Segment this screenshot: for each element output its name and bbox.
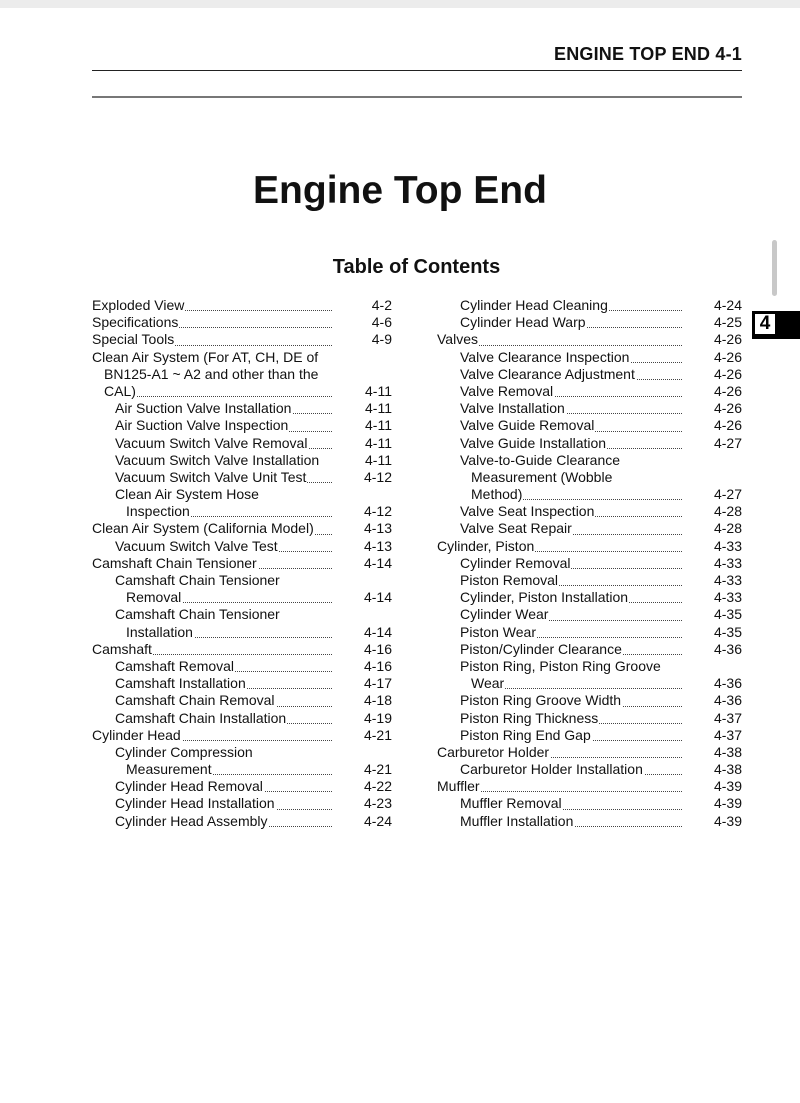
- toc-entry-title: Muffler: [437, 778, 480, 795]
- toc-entry-page: 4-33: [713, 589, 742, 606]
- toc-entry[interactable]: [92, 400, 392, 417]
- toc-entry[interactable]: [92, 744, 392, 761]
- toc-entry[interactable]: [437, 417, 742, 434]
- toc-entry-page: 4-36: [713, 692, 742, 709]
- toc-column-right: [437, 297, 742, 830]
- toc-entry-page: 4-26: [713, 365, 742, 382]
- toc-entry[interactable]: [92, 641, 392, 658]
- toc-entry-page: 4-28: [713, 503, 742, 520]
- toc-entry-page: 4-37: [713, 709, 742, 726]
- toc-entry-title: Carburetor Holder Installation: [460, 761, 643, 778]
- toc-entry-title: Air Suction Valve Installation: [115, 400, 292, 417]
- toc-entry[interactable]: [437, 452, 742, 469]
- toc-entry-page: 4-11: [365, 400, 392, 417]
- toc-entry[interactable]: [437, 778, 742, 795]
- toc-entry-page: 4-12: [363, 503, 392, 520]
- toc-entry-title: Piston/Cylinder Clearance: [460, 640, 622, 657]
- toc-entry-page: 4-35: [713, 606, 742, 623]
- toc-entry-title: BN125-A1 ~ A2 and other than the: [104, 365, 319, 382]
- toc-entry[interactable]: [92, 692, 392, 709]
- toc-entry-page: 4-11: [365, 434, 392, 451]
- header-rule: [92, 70, 742, 71]
- toc-entry-title: Cylinder, Piston Installation: [460, 589, 629, 606]
- toc-entry-page: 4-27: [713, 486, 742, 503]
- toc-entry-title: Muffler Installation: [460, 812, 574, 829]
- toc-entry-page: 4-36: [713, 675, 742, 692]
- toc-entry-page: 4-26: [713, 331, 742, 348]
- toc-entry-title: Cylinder Wear: [460, 606, 549, 623]
- toc-entry-page: 4-18: [363, 692, 392, 709]
- toc-entry-page: 4-39: [713, 812, 742, 829]
- toc-entry[interactable]: [437, 503, 742, 520]
- toc-entry-page: 4-33: [713, 572, 742, 588]
- toc-entry-title: Cylinder Head Cleaning: [460, 297, 608, 313]
- toc-entry-title: Valve Seat Inspection: [460, 503, 595, 520]
- toc-entry-title: Valve Guide Removal: [460, 417, 595, 434]
- toc-entry[interactable]: [437, 795, 742, 812]
- toc-entry-page: 4-22: [363, 778, 392, 795]
- toc-entry-title: Clean Air System Hose: [115, 486, 259, 503]
- toc-entry-page: 4-12: [363, 468, 392, 485]
- toc-entry-page: 4-35: [713, 623, 742, 640]
- toc-entry[interactable]: [437, 349, 742, 366]
- toc-entry-page: 4-6: [371, 314, 392, 331]
- toc-entry-title: Cylinder Head Removal: [115, 778, 263, 795]
- toc-entry[interactable]: [92, 520, 392, 537]
- toc-entry-title: Removal: [126, 589, 182, 606]
- toc-entry[interactable]: [437, 400, 742, 417]
- toc-entry-title: Measurement (Wobble: [471, 468, 613, 485]
- toc-entry-title: Camshaft Chain Tensioner: [115, 572, 280, 588]
- toc-entry-title: Valve Clearance Adjustment: [460, 365, 635, 382]
- toc-entry[interactable]: [437, 710, 742, 727]
- toc-entry-title: Cylinder, Piston: [437, 537, 535, 554]
- toc-entry[interactable]: [92, 435, 392, 452]
- toc-entry-page: 4-11: [365, 451, 392, 468]
- toc-entry-title: Camshaft Chain Tensioner: [115, 606, 280, 623]
- toc-entry-title: Valve-to-Guide Clearance: [460, 451, 621, 468]
- toc-entry[interactable]: [92, 675, 392, 692]
- toc-entry[interactable]: [437, 520, 742, 537]
- toc-entry-title: Piston Ring, Piston Ring Groove: [460, 657, 661, 674]
- toc-entry[interactable]: [437, 314, 742, 331]
- toc-entry[interactable]: [92, 469, 392, 486]
- toc-entry-page: 4-2: [371, 297, 392, 313]
- toc-entry-page: 4-28: [713, 520, 742, 537]
- toc-entry[interactable]: [92, 658, 392, 675]
- toc-entry[interactable]: [92, 710, 392, 727]
- chapter-number: 4: [754, 313, 776, 335]
- toc-entry-title: Valve Guide Installation: [460, 434, 607, 451]
- toc-entry-page: 4-24: [713, 297, 742, 313]
- toc-entry-title: Camshaft Installation: [115, 675, 246, 692]
- toc-entry-title: Valve Installation: [460, 400, 565, 417]
- toc-entry-page: 4-26: [713, 382, 742, 399]
- toc-entry[interactable]: [92, 555, 392, 572]
- toc-entry-page: 4-13: [363, 537, 392, 554]
- toc-entry-title: Piston Ring End Gap: [460, 726, 591, 743]
- toc-entry-title: Muffler Removal: [460, 795, 562, 812]
- toc-entry[interactable]: [437, 297, 742, 314]
- toc-entry-page: 4-14: [363, 554, 392, 571]
- toc-entry-title: Clean Air System (California Model): [92, 520, 314, 537]
- toc-entry[interactable]: [437, 331, 742, 348]
- toc-entry[interactable]: [437, 383, 742, 400]
- toc-entry-page: 4-13: [363, 520, 392, 537]
- toc-entry-title: Camshaft Chain Tensioner: [92, 554, 257, 571]
- toc-entry[interactable]: [437, 555, 742, 572]
- toc-entry[interactable]: [437, 744, 742, 761]
- toc-column-left: [92, 297, 392, 830]
- toc-entry-title: Exploded View: [92, 297, 185, 313]
- toc-entry[interactable]: [437, 675, 742, 692]
- toc-entry-title: Piston Ring Groove Width: [460, 692, 622, 709]
- toc-entry[interactable]: [92, 486, 392, 503]
- toc-entry-title: Camshaft: [92, 640, 152, 657]
- toc-entry-page: 4-11: [365, 417, 392, 434]
- toc-entry-title: Camshaft Removal: [115, 657, 235, 674]
- toc-entry-page: 4-33: [713, 554, 742, 571]
- page-title: Engine Top End: [253, 169, 547, 212]
- toc-entry-title: Specifications: [92, 314, 179, 331]
- toc-entry[interactable]: [92, 624, 392, 641]
- toc-entry-page: 4-21: [363, 761, 392, 778]
- toc-entry-page: 4-37: [713, 726, 742, 743]
- toc-entry-title: Cylinder Removal: [460, 554, 571, 571]
- toc-entry[interactable]: [92, 366, 392, 383]
- toc-entry-title: Installation: [126, 623, 193, 640]
- toc-entry-title: Air Suction Valve Inspection: [115, 417, 289, 434]
- toc-entry-title: Carburetor Holder: [437, 743, 550, 760]
- toc-entry[interactable]: [437, 606, 742, 623]
- toc-entry[interactable]: [92, 417, 392, 434]
- toc-entry[interactable]: [92, 606, 392, 623]
- toc-entry[interactable]: [92, 349, 392, 366]
- toc-entry[interactable]: [92, 538, 392, 555]
- toc-entry-title: CAL): [104, 382, 136, 399]
- toc-entry-title: Cylinder Compression: [115, 743, 253, 760]
- toc-entry-title: Wear: [471, 675, 505, 692]
- toc-entry[interactable]: [437, 761, 742, 778]
- toc-entry-page: 4-23: [363, 795, 392, 812]
- toc-entry-title: Method): [471, 486, 523, 503]
- toc-entry-page: 4-11: [365, 382, 392, 399]
- toc-entry-title: Valve Seat Repair: [460, 520, 572, 537]
- toc-title: Table of Contents: [332, 256, 501, 278]
- toc-entry-title: Inspection: [126, 503, 190, 520]
- toc-entry-title: Vacuum Switch Valve Test: [115, 537, 278, 554]
- toc-entry[interactable]: [92, 297, 392, 314]
- toc-entry-title: Vacuum Switch Valve Unit Test: [115, 468, 307, 485]
- toc-entry-page: 4-21: [363, 726, 392, 743]
- toc-entry-title: Vacuum Switch Valve Removal: [115, 434, 308, 451]
- toc-entry-title: Valve Clearance Inspection: [460, 348, 630, 365]
- toc-entry[interactable]: [437, 486, 742, 503]
- toc-entry[interactable]: [92, 589, 392, 606]
- chapter-tab: [752, 311, 800, 339]
- toc-entry-title: Piston Removal: [460, 572, 559, 588]
- toc-entry[interactable]: [437, 641, 742, 658]
- toc-entry-page: 4-39: [713, 795, 742, 812]
- toc-entry-page: 4-19: [363, 709, 392, 726]
- toc-entry[interactable]: [92, 331, 392, 348]
- toc-entry[interactable]: [437, 658, 742, 675]
- top-strip: [0, 0, 800, 8]
- toc-entry-page: 4-26: [713, 417, 742, 434]
- toc-entry-page: 4-38: [713, 743, 742, 760]
- toc-entry-page: 4-17: [363, 675, 392, 692]
- toc-entry[interactable]: [437, 624, 742, 641]
- toc-entry-page: 4-27: [713, 434, 742, 451]
- toc-entry-title: Clean Air System (For AT, CH, DE of: [92, 348, 319, 365]
- toc-entry-title: Valve Removal: [460, 382, 554, 399]
- toc-entry[interactable]: [437, 572, 742, 589]
- running-header: ENGINE TOP END 4-1: [554, 44, 742, 64]
- toc-entry-page: 4-24: [363, 812, 392, 829]
- toc-entry-page: 4-38: [713, 761, 742, 778]
- toc-entry-page: 4-9: [371, 331, 392, 348]
- toc-entry-title: Piston Wear: [460, 623, 536, 640]
- toc-entry-page: 4-26: [713, 348, 742, 365]
- toc-entry[interactable]: [437, 813, 742, 830]
- toc-entry[interactable]: [437, 692, 742, 709]
- toc-entry[interactable]: [437, 469, 742, 486]
- toc-entry[interactable]: [92, 572, 392, 589]
- toc-entry[interactable]: [92, 314, 392, 331]
- toc-entry[interactable]: [437, 366, 742, 383]
- toc-entry[interactable]: [437, 727, 742, 744]
- toc-entry[interactable]: [437, 435, 742, 452]
- header-rule-secondary: [92, 96, 742, 98]
- toc-entry-title: Vacuum Switch Valve Installation: [115, 451, 320, 468]
- toc-entry-page: 4-26: [713, 400, 742, 417]
- toc-entry[interactable]: [437, 538, 742, 555]
- toc-entry-title: Cylinder Head Warp: [460, 314, 586, 331]
- toc-entry-page: 4-36: [713, 640, 742, 657]
- toc-entry-title: Camshaft Chain Removal: [115, 692, 275, 709]
- toc-entry[interactable]: [92, 383, 392, 400]
- toc-entry[interactable]: [92, 452, 392, 469]
- toc-entry-page: 4-14: [363, 589, 392, 606]
- toc-entry[interactable]: [92, 503, 392, 520]
- toc-entry-title: Camshaft Chain Installation: [115, 709, 287, 726]
- toc-entry[interactable]: [92, 813, 392, 830]
- toc-entry[interactable]: [92, 761, 392, 778]
- toc-entry-title: Cylinder Head Installation: [115, 795, 275, 812]
- toc-entry-title: Piston Ring Thickness: [460, 709, 599, 726]
- toc-entry[interactable]: [92, 778, 392, 795]
- toc-entry-title: Cylinder Head Assembly: [115, 812, 268, 829]
- toc-entry-page: 4-16: [363, 640, 392, 657]
- toc-entry-page: 4-16: [363, 657, 392, 674]
- toc-entry-page: 4-33: [713, 537, 742, 554]
- toc-entry[interactable]: [437, 589, 742, 606]
- toc-entry-page: 4-39: [713, 778, 742, 795]
- toc-entry-title: Special Tools: [92, 331, 175, 348]
- toc-entry-title: Cylinder Head: [92, 726, 181, 743]
- toc-entry-page: 4-14: [363, 623, 392, 640]
- toc-entry[interactable]: [92, 727, 392, 744]
- toc-entry-page: 4-25: [713, 314, 742, 331]
- toc-entry-title: Valves: [437, 331, 478, 348]
- toc-entry[interactable]: [92, 795, 392, 812]
- toc-entry-title: Measurement: [126, 761, 212, 778]
